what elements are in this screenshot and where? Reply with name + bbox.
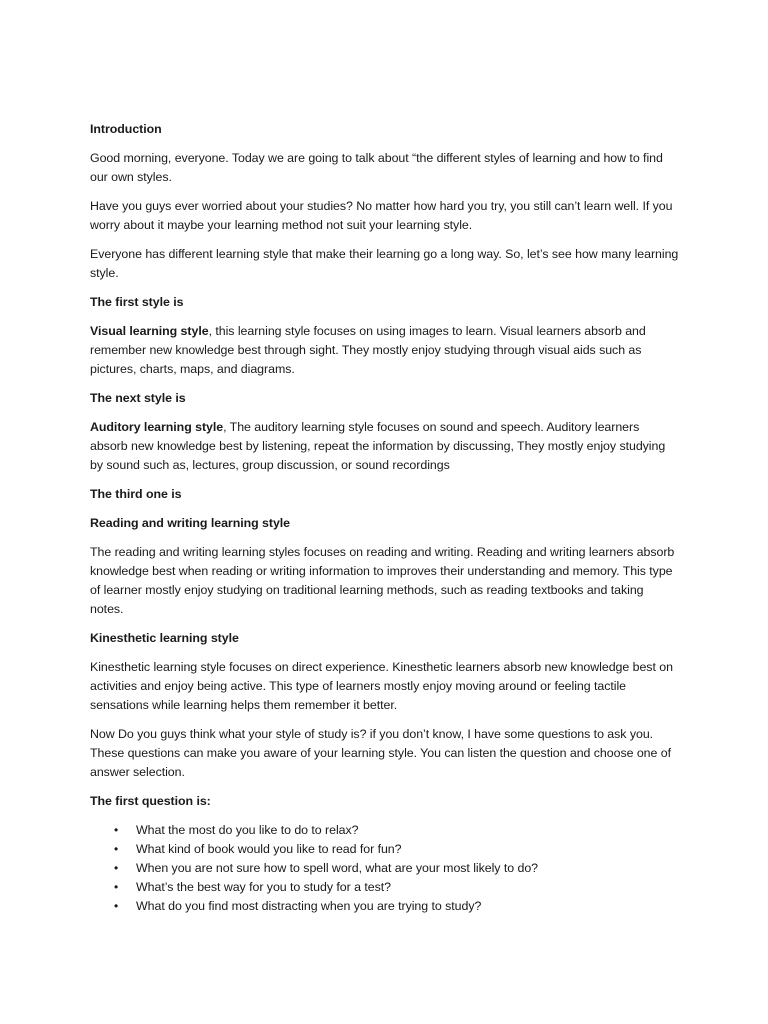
kinesthetic-paragraph: Kinesthetic learning style focuses on direct experience. Kinesthetic learners absorb new knowledge best on activities and enjoy being active. This type of learners mostly enjoy moving around or feeling tactile sensations while learning helps them remember it better. xyxy=(90,660,673,712)
question-text: What do you find most distracting when you are trying to study? xyxy=(136,899,482,913)
list-item xyxy=(90,878,680,897)
question-text: When you are not sure how to spell word, what are your most likely to do? xyxy=(136,861,538,875)
list-item xyxy=(90,859,680,878)
list-item xyxy=(90,840,680,859)
intro-paragraph-2: Have you guys ever worried about your studies? No matter how hard you try, you still can’t learn well. If you worry about it maybe your learning method not suit your learning style. xyxy=(90,199,673,232)
bullet-icon: • xyxy=(114,880,119,894)
question-text: What kind of book would you like to read for fun? xyxy=(136,842,402,856)
bullet-icon: • xyxy=(114,899,119,913)
next-style-heading: The next style is xyxy=(90,391,186,405)
bullet-icon: • xyxy=(114,842,119,856)
intro-heading: Introduction xyxy=(90,122,162,136)
reading-writing-heading: Reading and writing learning style xyxy=(90,516,291,530)
bullet-icon: • xyxy=(114,861,119,875)
kinesthetic-heading: Kinesthetic learning style xyxy=(90,631,239,645)
reading-writing-paragraph: The reading and writing learning styles focuses on reading and writing. Reading and writing learners absorb knowledge best when reading or writing information to improves their understanding and memory. This type of learner mostly enjoy studying on traditional learning methods, such as reading textbooks and taking notes. xyxy=(90,545,675,616)
auditory-style-text: , The auditory learning style focuses on sound and speech. Auditory learners absorb new knowledge best by listening, repeat the information by discussing, They mostly enjoy studying by sound such as, lectures, group discussion, or sound recordings xyxy=(90,420,666,472)
intro-paragraph-1: Good morning, everyone. Today we are going to talk about “the different styles of learning and how to find our own styles. xyxy=(90,151,663,184)
document-page xyxy=(90,120,680,916)
list-item xyxy=(90,897,680,916)
auditory-style-paragraph xyxy=(90,418,680,475)
intro-paragraph-3: Everyone has different learning style that make their learning go a long way. So, let’s see how many learning style. xyxy=(90,247,679,280)
visual-style-paragraph xyxy=(90,322,680,379)
auditory-style-term: Auditory learning style xyxy=(90,420,224,434)
closing-paragraph: Now Do you guys think what your style of study is? if you don’t know, I have some questions to ask you. These questions can make you aware of your learning style. You can listen the question and choose one of answer selection. xyxy=(90,727,671,779)
first-style-heading: The first style is xyxy=(90,295,184,309)
list-item xyxy=(90,821,680,840)
first-question-heading: The first question is: xyxy=(90,794,211,808)
visual-style-term: Visual learning style xyxy=(90,324,209,338)
visual-style-text: , this learning style focuses on using images to learn. Visual learners absorb and remember new knowledge best through sight. They mostly enjoy studying through visual aids such as pictures, charts, maps, and diagrams. xyxy=(90,324,646,376)
question-text: What the most do you like to do to relax? xyxy=(136,823,359,837)
third-style-heading: The third one is xyxy=(90,487,182,501)
bullet-icon: • xyxy=(114,823,119,837)
question-text: What’s the best way for you to study for a test? xyxy=(136,880,391,894)
question-list xyxy=(90,821,680,916)
